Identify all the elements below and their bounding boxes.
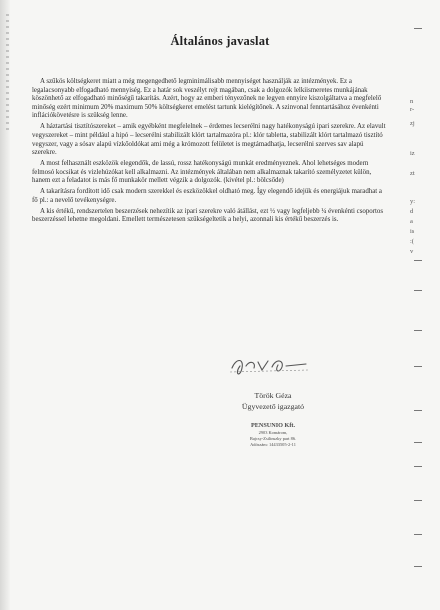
margin-fragment: d bbox=[410, 208, 414, 215]
margin-fragment: zj bbox=[410, 120, 415, 127]
document-title: Általános javaslat bbox=[170, 34, 270, 48]
margin-fragment: zt bbox=[410, 170, 415, 177]
margin-tick bbox=[414, 466, 422, 467]
margin-fragment: v bbox=[410, 248, 414, 255]
margin-tick bbox=[414, 28, 422, 29]
margin-tick bbox=[414, 566, 422, 567]
signer-role: Ügyvezető igazgató bbox=[241, 402, 305, 411]
margin-tick bbox=[414, 500, 422, 501]
margin-fragment: r- bbox=[410, 106, 415, 113]
stamp-line: Adószám: 14433505-2-11 bbox=[250, 442, 296, 447]
margin-tick bbox=[414, 330, 422, 331]
paragraph-budget: A szűkös költségkeret miatt a még megengedhető legminimálisabb mennyiséget használják az intézmények. Ez a legalacsonyabb elfogadható mennyiség. Ez a határ sok veszélyt rejt magában, csak a dolgozók lelkiismeretes munkájának köszönhető az elfogadható minőségű takarítás. Azért, hogy az emberi tényezőnek ne legyen ennyire kiszolgáltatva a megfelelő minőség ezért minimum 20% maximum 50% költségkeret emelést tartunk kielégítőnek. A szinvonal fenntartásához évenkénti inflációkövetésre is szükség lenne. bbox=[32, 78, 382, 120]
margin-tick bbox=[414, 442, 422, 443]
signer-name: Török Géza bbox=[254, 391, 292, 400]
margin-fragment: n bbox=[410, 98, 414, 105]
company-stamp bbox=[218, 422, 328, 448]
paragraph-tools: A most felhasznált eszközök elegendők, de lassú, rossz hatékonyságú munkát eredményeznek. Ahol lehetséges modern felmosó kocsikat és vizlehúzókat kell alkalmazni. Az intézmények általában nem alkalmaznak takarító személyzetet külön, hanem ezt a feladatot is más fő munkakör mellett végzik a dolgozók. (kivétel pl.: bölcsőde) bbox=[32, 160, 372, 185]
right-margin-bleedthrough bbox=[406, 0, 434, 610]
paragraph-procurement: A kis értékű, rendszertelen beszerzések nehezítik az ipari szerekre való átállást, ezt ½ vagy legfeljebb ¼ évenkénti csoportos beszerzéssel lehetne megoldani. Emellett természetesen szükségeltetik a helyi, azonnali kis értékű beszerzés is. bbox=[32, 207, 384, 224]
paragraph-time: A takarításra fordított idő csak modern szerekkel és eszközökkel oldható meg. Így elegendő idejük és energiájuk maradhat a fő pl.: a nevelő tevékenységre. bbox=[32, 188, 382, 204]
margin-fragment: :( bbox=[410, 238, 414, 245]
stamp-line: 2903 Komárom, bbox=[258, 430, 288, 435]
scan-binding-marks bbox=[6, 14, 9, 134]
margin-fragment: y: bbox=[410, 198, 416, 205]
margin-tick bbox=[414, 290, 422, 291]
paragraph-chemicals: A háztartási tisztítószereket – amik egyébként megfelelnek – érdemes lecserélni nagy hatékonyságú ipari szerekre. Az elavult vegyszereket – mint például a hipó – lecserélni stabilizált klórt tartalmazóra pl.: klór tabletta, stabilizált klórt tartalmazó tisztító vegyszer, vagy a sósav alapú vízkőoldókat ami még a krómozott felületet is megtámadhatja, lecserélni szerves sav alapú szerekre. bbox=[32, 123, 386, 157]
signature-block bbox=[218, 390, 328, 412]
stamp-line: Bajcsy-Zsilinszky part 86. bbox=[249, 436, 297, 441]
stamp-company-name: PENSUNIO Kft. bbox=[250, 422, 295, 429]
margin-tick bbox=[414, 260, 422, 261]
margin-tick bbox=[414, 534, 422, 535]
margin-tick bbox=[414, 366, 422, 367]
handwritten-signature bbox=[226, 352, 312, 378]
document-body bbox=[32, 78, 387, 227]
margin-fragment: is bbox=[410, 228, 415, 235]
margin-fragment: a bbox=[410, 218, 413, 225]
margin-tick bbox=[414, 410, 422, 411]
margin-fragment: iz bbox=[410, 150, 415, 157]
